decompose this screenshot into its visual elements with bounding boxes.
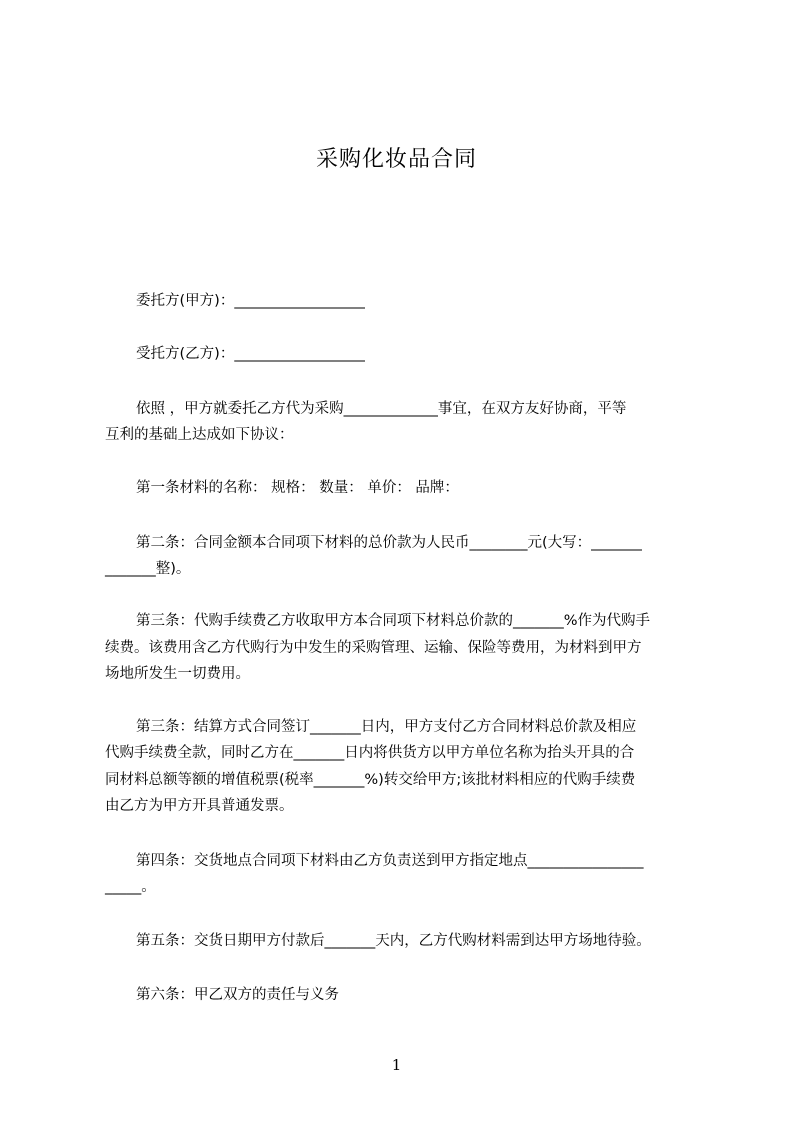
article-3a-line-2: 续费。该费用含乙方代购行为中发生的采购管理、运输、保险等费用，为材料到甲方	[105, 640, 642, 656]
article-3a-line-1: 第三条：代购手续费乙方收取甲方本合同项下材料总价款的_______%作为代购手	[136, 613, 651, 629]
article-3b-line-2: 代购手续费全款，同时乙方在_______日内将供货方以甲方单位名称为抬头开具的合	[105, 745, 635, 761]
page-number: 1	[391, 1056, 402, 1074]
article-4-line-1: 第四条：交货地点合同项下材料由乙方负责送到甲方指定地点________________	[136, 853, 644, 869]
article-2-line-2: _______整)。	[105, 561, 191, 577]
preamble-line-1: 依照 ，甲方就委托乙方代为采购_____________事宜，在双方友好协商，平等	[136, 401, 627, 417]
article-3b-line-3: 同材料总额等额的增值税票(税率_______%)转交给甲方;该批材料相应的代购手续费	[105, 772, 636, 788]
preamble-line-2: 互利的基础上达成如下协议：	[105, 427, 294, 443]
article-6: 第六条：甲乙双方的责任与义务	[136, 987, 339, 1003]
article-3b-line-1: 第三条：结算方式合同签订_______日内，甲方支付乙方合同材料总价款及相应	[136, 719, 637, 735]
article-4-line-2: _____。	[105, 879, 156, 895]
article-3a-line-3: 场地所发生一切费用。	[105, 666, 250, 682]
document-title: 采购化妆品合同	[315, 147, 477, 172]
article-2-line-1: 第二条：合同金额本合同项下材料的总价款为人民币________元(大写：_______	[136, 535, 642, 551]
party-a-line: 委托方(甲方)：__________________	[136, 293, 365, 309]
article-3b-line-4: 由乙方为甲方开具普通发票。	[105, 798, 294, 814]
article-1: 第一条材料的名称： 规格： 数量： 单价： 品牌：	[136, 480, 459, 496]
party-b-line: 受托方(乙方)：__________________	[136, 346, 365, 362]
article-5: 第五条：交货日期甲方付款后_______天内，乙方代购材料需到达甲方场地待验。	[136, 933, 651, 949]
